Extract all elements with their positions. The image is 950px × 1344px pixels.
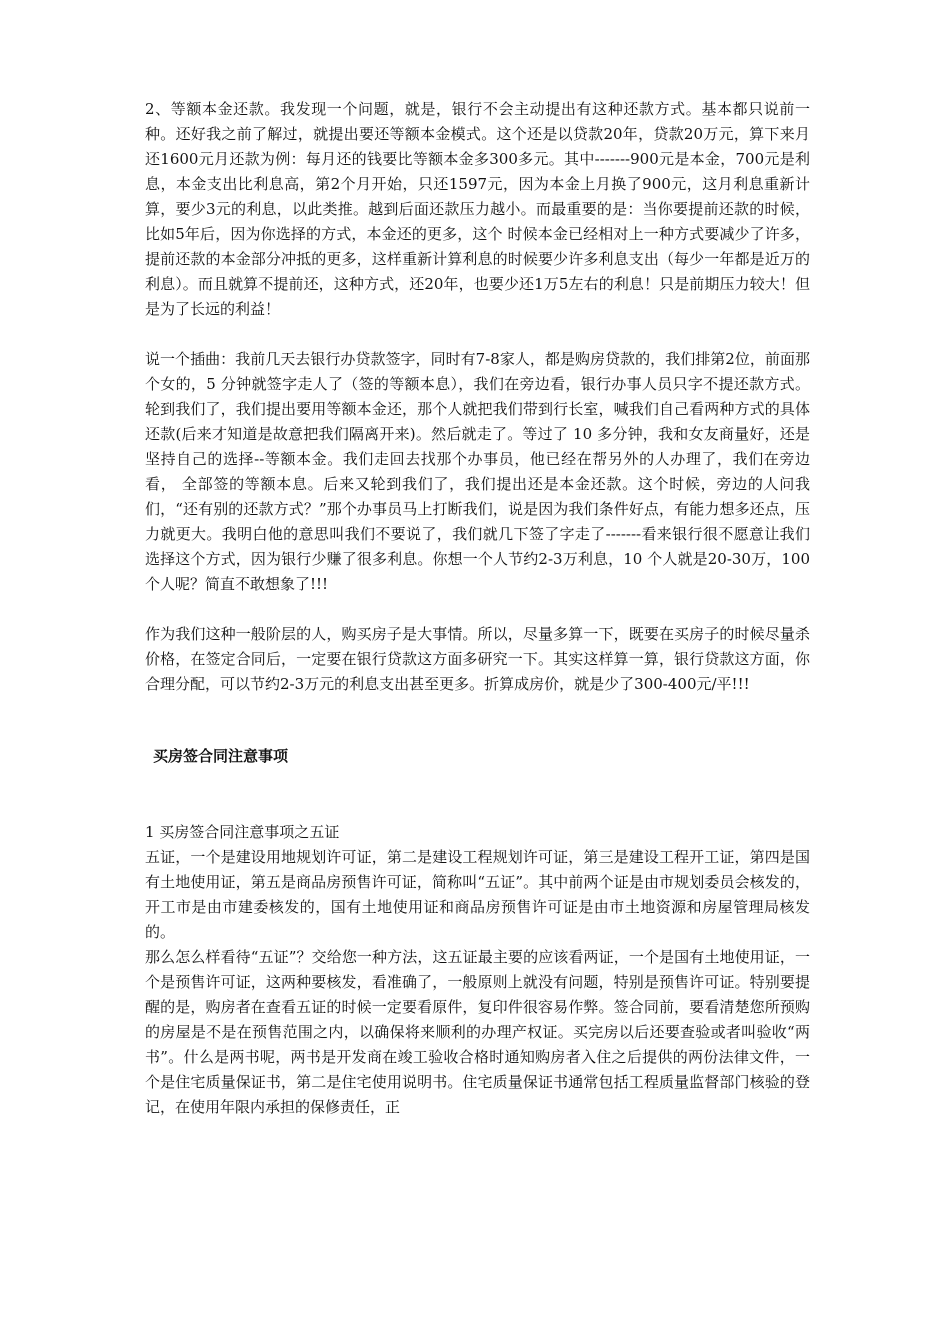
section-subheading: 1 买房签合同注意事项之五证 <box>145 823 340 841</box>
section-body <box>145 820 810 1120</box>
paragraph-how-to-check: 那么怎么样看待“五证”？交给您一种方法，这五证最主要的应该看两证，一个是国有土地使用证，一个是预售许可证，这两种要核发，看准确了，一般原则上就没有问题，特别是预售许可证。特别要提醒的是，购房者在查看五证的时候一定要看原件，复印件很容易作弊。签合同前，要看清楚您所预购的房屋是不是在预售范围之内，以确保将来顺利的办理产权证。买完房以后还要查验或者叫验收“两书”。什么是两书呢，两书是开发商在竣工验收合格时通知购房者入住之后提供的两份法律文件，一个是住宅质量保证书，第二是住宅使用说明书。住宅质量保证书通常包括工程质量监督部门核验的登记，在使用年限内承担的保修责任，正 <box>145 948 810 1116</box>
document-page <box>145 97 810 1120</box>
section-heading: 买房签合同注意事项 <box>153 747 289 765</box>
paragraph-bank-story: 说一个插曲：我前几天去银行办贷款签字，同时有7-8家人，都是购房贷款的，我们排第2位，前面那个女的，5 分钟就签字走人了（签的等额本息），我们在旁边看，银行办事人员只字不提还款方式。轮到我们了，我们提出要用等额本金还，那个人就把我们带到行长室，喊我们自己看两种方式的具体还款(后来才知道是故意把我们隔离开来)。然后就走了。等过了 10 多分钟，我和女友商量好，还是坚持自己的选择--等额本金。我们走回去找那个办事员，他已经在帮另外的人办理了，我们在旁边看， 全部签的等额本息。后来又轮到我们了，我们提出还是本金还款。这个时候，旁边的人问我们，“还有别的还款方式？”那个办事员马上打断我们，说是因为我们条件好点，有能力想多还点，压力就更大。我明白他的意思叫我们不要说了，我们就几下签了字走了-------看来银行很不愿意让我们选择这个方式，因为银行少赚了很多利息。你想一个人节约2-3万利息，10 个人就是20-30万，100个人呢？简直不敢想象了!!! <box>145 350 810 593</box>
paragraph-conclusion: 作为我们这种一般阶层的人，购买房子是大事情。所以，尽量多算一下，既要在买房子的时候尽量杀价格，在签定合同后，一定要在银行贷款这方面多研究一下。其实这样算一算，银行贷款这方面，你合理分配，可以节约2-3万元的利息支出甚至更多。折算成房价，就是少了300-400元/平!!! <box>145 625 810 693</box>
paragraph-equal-principal: 2、等额本金还款。我发现一个问题，就是，银行不会主动提出有这种还款方式。基本都只说前一种。还好我之前了解过，就提出要还等额本金模式。这个还是以贷款20年，贷款20万元，算下来月还1600元月还款为例：每月还的钱要比等额本金多300多元。其中-------900元是本金，700元是利息，本金支出比利息高，第2个月开始，只还1597元，因为本金上月换了900元，这月利息重新计算，要少3元的利息，以此类推。越到后面还款压力越小。而最重要的是：当你要提前还款的时候，比如5年后，因为你选择的方式，本金还的更多，这个 时候本金已经相对上一种方式要减少了许多，提前还款的本金部分冲抵的更多，这样重新计算利息的时候要少许多利息支出（每少一年都是近万的利息）。而且就算不提前还，这种方式，还20年，也要少还1万5左右的利息！只是前期压力较大！但是为了长远的利益！ <box>145 100 810 318</box>
paragraph-five-certificates: 五证，一个是建设用地规划许可证，第二是建设工程规划许可证，第三是建设工程开工证，第四是国有土地使用证，第五是商品房预售许可证，简称叫“五证”。其中前两个证是由市规划委员会核发的，开工市是由市建委核发的，国有土地使用证和商品房预售许可证是由市土地资源和房屋管理局核发的。 <box>145 848 810 941</box>
